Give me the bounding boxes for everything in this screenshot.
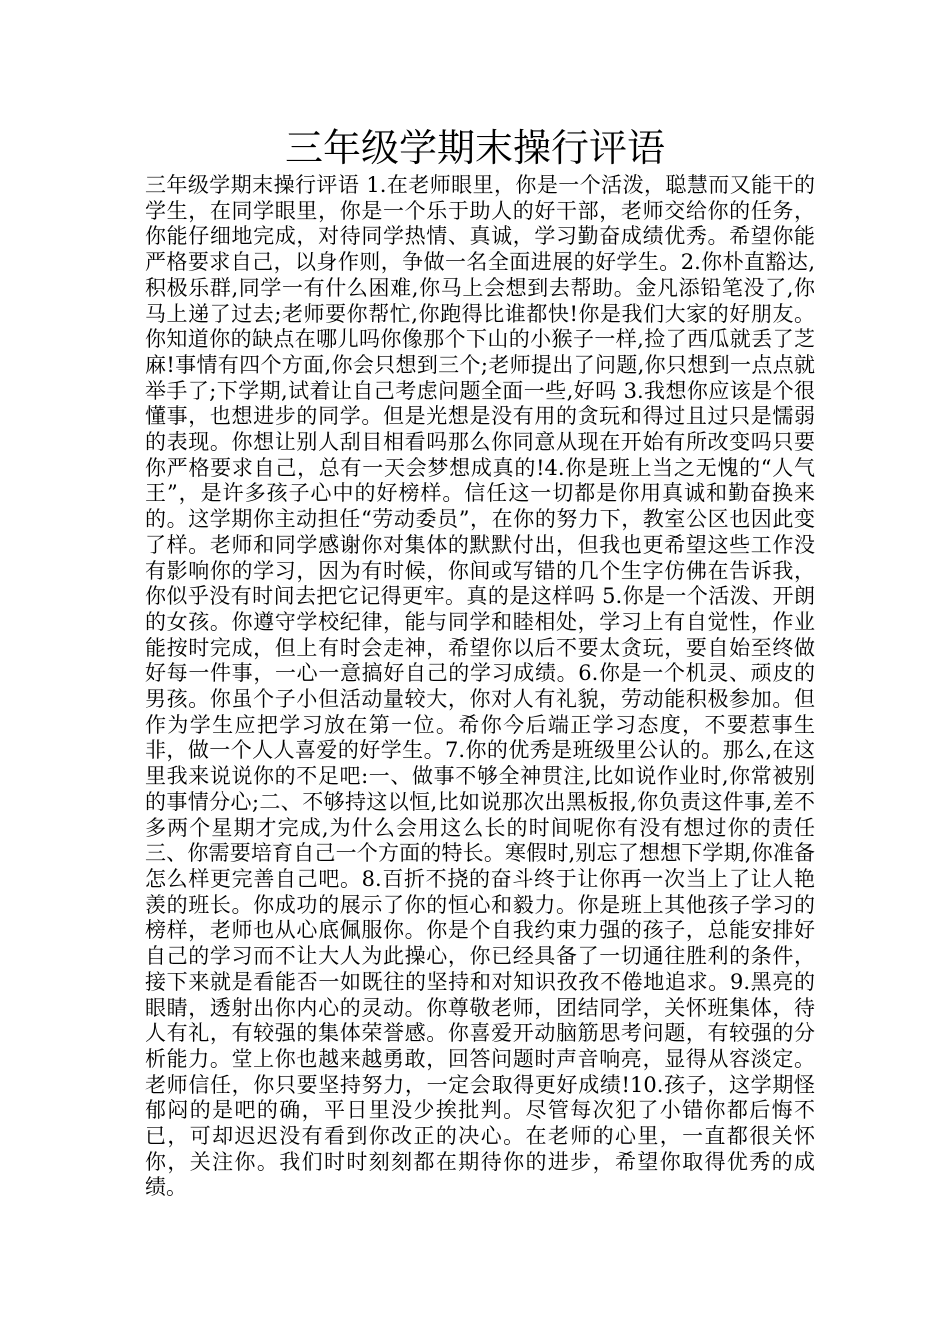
document-body-text: 三年级学期末操行评语 1.在老师眼里，你是一个活泼，聪慧而又能干的学生，在同学眼里，你是一个乐于助人的好干部，老师交给你的任务，你能仔细地完成，对待同学热情、真诚，学习勤奋成绩优秀。希望你能严格要求自己，以身作则，争做一名全面进展的好学生。2.你朴直豁达,积极乐群,同学一有什么困难,你马上会想到去帮助。金凡添铅笔没了,你马上递了过去;老师要你帮忙,你跑得比谁都快!你是我们大家的好朋友。你知道你的缺点在哪儿吗你像那个下山的小猴子一样,捡了西瓜就丢了芝麻!事情有四个方面,你会只想到三个;老师提出了问题,你只想到一点点就举手了;下学期,试着让自己考虑问题全面一些,好吗 3.我想你应该是个很懂事，也想进步的同学。但是光想是没有用的贪玩和得过且过只是懦弱的表现。你想让别人刮目相看吗那么你同意从现在开始有所改变吗只要你严格要求自己，总有一天会梦想成真的!4.你是班上当之无愧的“人气王”，是许多孩子心中的好榜样。信任这一切都是你用真诚和勤奋换来的。这学期你主动担任“劳动委员”，在你的努力下，教室公区也因此变了样。老师和同学感谢你对集体的默默付出，但我也更希望这些工作没有影响你的学习，因为有时候，你间或写错的几个生字仿佛在告诉我，你似乎没有时间去把它记得更牢。真的是这样吗 5.你是一个活泼、开朗的女孩。你遵守学校纪律，能与同学和睦相处，学习上有自觉性，作业能按时完成，但上有时会走神，希望你以后不要太贪玩，要自始至终做好每一件事，一心一意搞好自己的学习成绩。6.你是一个机灵、顽皮的男孩。你虽个子小但活动量较大，你对人有礼貌，劳动能积极参加。但作为学生应把学习放在第一位。希你今后端正学习态度，不要惹事生非，做一个人人喜爱的好学生。7.你的优秀是班级里公认的。那么,在这里我来说说你的不足吧:一、做事不够全神贯注,比如说作业时,你常被别的事情分心;二、不够持这以恒,比如说那次出黑板报,你负责这件事,差不多两个星期才完成,为什么会用这么长的时间呢你有没有想过你的责任三、你需要培育自己一个方面的特长。寒假时,别忘了想想下学期,你准备怎么样更完善自己吧。8.百折不挠的奋斗终于让你再一次当上了让人艳羡的班长。你成功的展示了你的恒心和毅力。你是班上其他孩子学习的榜样，老师也从心底佩服你。你是个自我约束力强的孩子，总能安排好自己的学习而不让大人为此操心，你已经具备了一切通往胜利的条件，接下来就是看能否一如既往的坚持和对知识孜孜不倦地追求。9.黑亮的眼睛，透射出你内心的灵动。你尊敬老师，团结同学，关怀班集体，待人有礼，有较强的集体荣誉感。你喜爱开动脑筋思考问题，有较强的分析能力。堂上你也越来越勇敢，回答问题时声音响亮，显得从容淡定。老师信任，你只要坚持努力，一定会取得更好成绩!10.孩子，这学期怪郁闷的是吧的确，平日里没少挨批判。尽管每次犯了小错你都后悔不已，可却迟迟没有看到你改正的决心。在老师的心里，一直都很关怀你，关注你。我们时时刻刻都在期待你的进步，希望你取得优秀的成绩。: [145, 173, 815, 1200]
document-title: 三年级学期末操行评语: [284, 126, 665, 170]
